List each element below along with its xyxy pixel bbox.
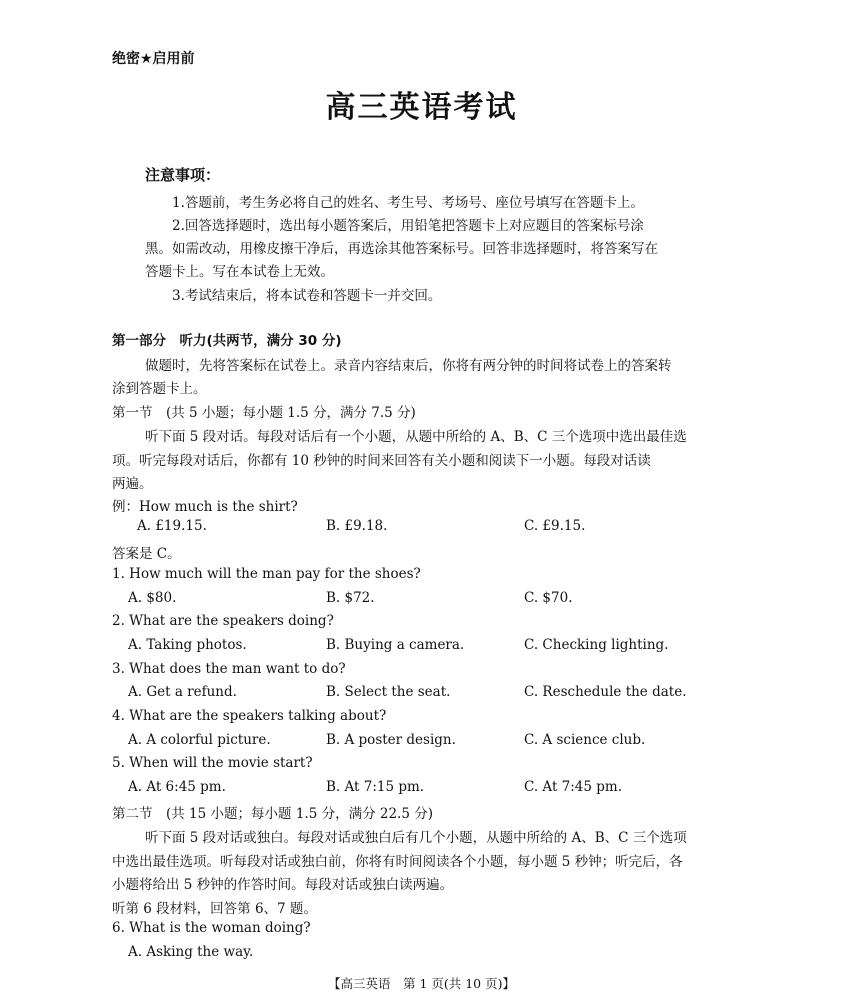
q4-option-c: C. A science club. — [524, 732, 646, 748]
notice-line: 黑。如需改动，用橡皮擦干净后，再选涂其他答案标号。回答非选择题时，将答案写在 — [145, 241, 658, 257]
q4-option-a: A. A colorful picture. — [128, 732, 271, 748]
example-answer: 答案是 C。 — [112, 546, 181, 562]
notice-line: 3.考试结束后，将本试卷和答题卡一并交回。 — [172, 288, 442, 304]
question-5: 5. When will the movie start? — [112, 755, 313, 771]
q1-option-b: B. $72. — [326, 590, 375, 606]
section2-intro: 中选出最佳选项。听每段对话或独白前，你将有时间阅读各个小题，每小题 5 秒钟；听完后，各 — [112, 854, 683, 870]
notice-line: 1.答题前，考生务必将自己的姓名、考生号、考场号、座位号填写在答题卡上。 — [172, 195, 644, 211]
question-3: 3. What does the man want to do? — [112, 661, 346, 677]
example-option-a: A. £19.15. — [137, 518, 207, 534]
question-6: 6. What is the woman doing? — [112, 920, 311, 936]
q1-option-c: C. $70. — [524, 590, 573, 606]
notice-heading: 注意事项： — [145, 166, 221, 184]
question-4: 4. What are the speakers talking about? — [112, 708, 387, 724]
q2-option-b: B. Buying a camera. — [326, 637, 465, 653]
notice-line: 2.回答选择题时，选出每小题答案后，用铅笔把答题卡上对应题目的答案标号涂 — [172, 218, 644, 234]
q2-option-a: A. Taking photos. — [128, 637, 247, 653]
notice-line: 答题卡上。写在本试卷上无效。 — [145, 264, 334, 280]
example-option-b: B. £9.18. — [326, 518, 388, 534]
question-1: 1. How much will the man pay for the shoes? — [112, 566, 421, 582]
q1-option-a: A. $80. — [128, 590, 177, 606]
material-instruction: 听第 6 段材料，回答第 6、7 题。 — [112, 901, 317, 917]
example-option-c: C. £9.15. — [524, 518, 586, 534]
example-question: 例：How much is the shirt? — [112, 499, 298, 515]
page-footer: 【高三英语 第 1 页(共 10 页)】 — [327, 976, 515, 991]
section1-heading: 第一节 (共 5 小题；每小题 1.5 分，满分 7.5 分) — [112, 405, 416, 421]
secret-label: 绝密★启用前 — [112, 51, 195, 67]
q5-option-a: A. At 6:45 pm. — [128, 779, 226, 795]
q5-option-c: C. At 7:45 pm. — [524, 779, 623, 795]
part1-intro: 涂到答题卡上。 — [112, 381, 207, 397]
section2-intro: 听下面 5 段对话或独白。每段对话或独白后有几个小题，从题中所给的 A、B、C 三个选项 — [145, 830, 687, 846]
q2-option-c: C. Checking lighting. — [524, 637, 669, 653]
q3-option-a: A. Get a refund. — [128, 684, 237, 700]
part1-heading: 第一部分 听力(共两节，满分 30 分) — [112, 333, 342, 349]
q3-option-b: B. Select the seat. — [326, 684, 451, 700]
question-2: 2. What are the speakers doing? — [112, 613, 334, 629]
q4-option-b: B. A poster design. — [326, 732, 456, 748]
section1-intro: 听下面 5 段对话。每段对话后有一个小题，从题中所给的 A、B、C 三个选项中选出最佳选 — [145, 429, 687, 445]
page-title: 高三英语考试 — [325, 90, 518, 125]
part1-intro: 做题时，先将答案标在试卷上。录音内容结束后，你将有两分钟的时间将试卷上的答案转 — [145, 358, 672, 374]
q6-option-a: A. Asking the way. — [128, 944, 254, 960]
q3-option-c: C. Reschedule the date. — [524, 684, 687, 700]
section2-heading: 第二节 (共 15 小题；每小题 1.5 分，满分 22.5 分) — [112, 806, 433, 822]
section1-intro: 项。听完每段对话后，你都有 10 秒钟的时间来回答有关小题和阅读下一小题。每段对话读 — [112, 453, 651, 469]
q5-option-b: B. At 7:15 pm. — [326, 779, 425, 795]
section2-intro: 小题将给出 5 秒钟的作答时间。每段对话或独白读两遍。 — [112, 877, 454, 893]
section1-intro: 两遍。 — [112, 476, 153, 492]
